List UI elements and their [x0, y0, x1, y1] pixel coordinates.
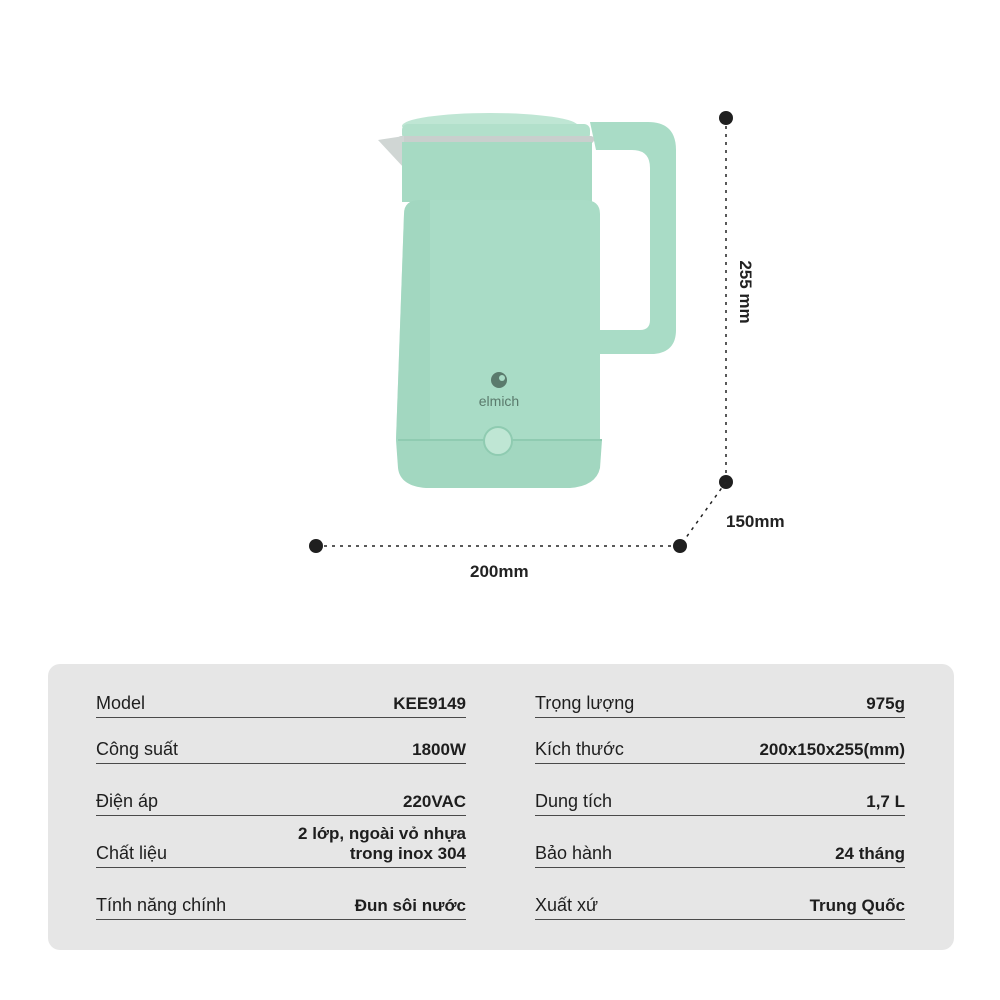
spec-row — [96, 816, 466, 868]
spec-label: Model — [96, 693, 146, 713]
spec-label: Bảo hành — [535, 843, 613, 863]
spec-row — [96, 868, 466, 920]
spec-label: Điện áp — [96, 791, 159, 811]
spec-label: Chất liệu — [96, 843, 168, 863]
elmich-logo-icon — [491, 372, 507, 388]
spec-column-left — [96, 682, 466, 920]
spec-label: Công suất — [96, 739, 179, 759]
kettle-rim — [398, 136, 594, 143]
power-button — [484, 427, 512, 455]
spec-label: Xuất xứ — [535, 895, 599, 915]
spec-label: Trọng lượng — [535, 693, 635, 713]
spec-value — [298, 824, 466, 864]
spec-value: Trung Quốc — [809, 896, 905, 915]
spec-label: Dung tích — [535, 791, 613, 811]
spec-value-line: trong inox 304 — [349, 844, 466, 863]
spec-value: 1,7 L — [866, 792, 905, 811]
height-label: 255 mm — [736, 260, 755, 324]
kettle-handle — [590, 122, 676, 354]
spec-value: KEE9149 — [393, 694, 466, 713]
spec-row — [535, 718, 905, 764]
spec-row — [96, 682, 466, 718]
depth-label: 150mm — [726, 512, 785, 531]
spec-value: 24 tháng — [835, 844, 905, 863]
spec-value-line: 2 lớp, ngoài vỏ nhựa — [298, 824, 466, 843]
spec-row — [535, 682, 905, 718]
spec-value: 975g — [866, 694, 905, 713]
spec-panel — [48, 664, 954, 950]
spec-value: Đun sôi nước — [354, 896, 466, 915]
spec-row — [535, 764, 905, 816]
spec-value: 1800W — [412, 740, 466, 759]
spec-row — [96, 764, 466, 816]
width-label: 200mm — [470, 562, 529, 581]
depth-dimension-line — [673, 482, 726, 553]
width-dimension-line — [309, 539, 680, 553]
spec-row — [535, 868, 905, 920]
spec-label: Kích thước — [535, 739, 624, 759]
spec-value: 200x150x255(mm) — [759, 740, 905, 759]
kettle-spout — [378, 136, 404, 168]
spec-row — [535, 816, 905, 868]
brand-logo-text: elmich — [478, 393, 520, 409]
height-dimension-line — [719, 111, 733, 489]
spec-label: Tính năng chính — [96, 895, 227, 915]
spec-value: 220VAC — [403, 792, 466, 811]
spec-row — [96, 718, 466, 764]
spec-column-right — [535, 682, 905, 920]
